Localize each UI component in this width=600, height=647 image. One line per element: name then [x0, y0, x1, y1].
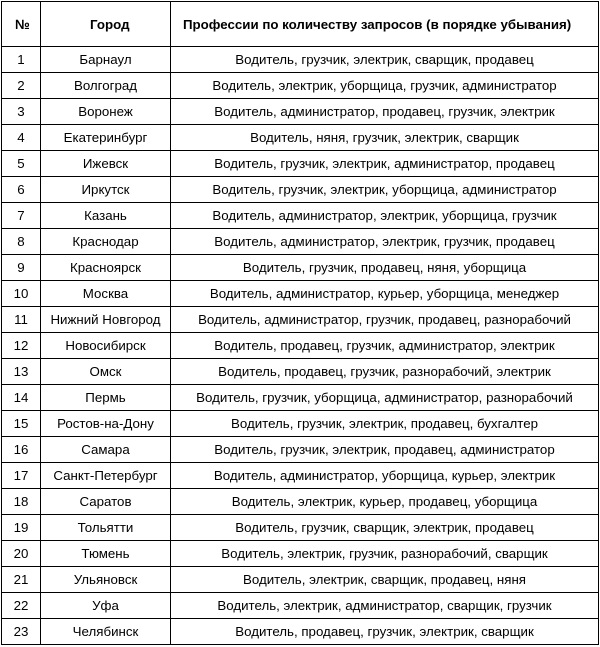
cell-professions: Водитель, продавец, грузчик, разнорабочий, электрик	[171, 359, 599, 385]
cell-num: 21	[2, 567, 41, 593]
cell-city: Уфа	[41, 593, 171, 619]
cell-professions: Водитель, грузчик, электрик, администратор, продавец	[171, 151, 599, 177]
cell-city: Нижний Новгород	[41, 307, 171, 333]
table-body	[2, 47, 599, 645]
header-city: Город	[41, 2, 171, 47]
cell-professions: Водитель, грузчик, продавец, няня, уборщица	[171, 255, 599, 281]
cell-city: Краснодар	[41, 229, 171, 255]
cell-professions: Водитель, продавец, грузчик, администратор, электрик	[171, 333, 599, 359]
cell-num: 10	[2, 281, 41, 307]
table-row	[2, 333, 599, 359]
cell-num: 12	[2, 333, 41, 359]
cell-num: 13	[2, 359, 41, 385]
table-row	[2, 307, 599, 333]
cell-city: Тюмень	[41, 541, 171, 567]
cell-professions: Водитель, грузчик, электрик, продавец, администратор	[171, 437, 599, 463]
cell-city: Казань	[41, 203, 171, 229]
cell-professions: Водитель, няня, грузчик, электрик, сварщик	[171, 125, 599, 151]
professions-table	[1, 1, 599, 645]
cell-num: 16	[2, 437, 41, 463]
cell-num: 3	[2, 99, 41, 125]
cell-city: Ижевск	[41, 151, 171, 177]
cell-professions: Водитель, администратор, грузчик, продавец, разнорабочий	[171, 307, 599, 333]
table-row	[2, 99, 599, 125]
cell-city: Ульяновск	[41, 567, 171, 593]
cell-num: 2	[2, 73, 41, 99]
cell-city: Барнаул	[41, 47, 171, 73]
cell-professions: Водитель, грузчик, уборщица, администратор, разнорабочий	[171, 385, 599, 411]
table-row	[2, 541, 599, 567]
cell-num: 14	[2, 385, 41, 411]
table-header-row	[2, 2, 599, 47]
table-row	[2, 463, 599, 489]
cell-num: 6	[2, 177, 41, 203]
table-row	[2, 281, 599, 307]
cell-num: 4	[2, 125, 41, 151]
header-num: №	[2, 2, 41, 47]
cell-city: Челябинск	[41, 619, 171, 645]
cell-professions: Водитель, грузчик, электрик, сварщик, продавец	[171, 47, 599, 73]
table-row	[2, 437, 599, 463]
cell-city: Воронеж	[41, 99, 171, 125]
cell-city: Омск	[41, 359, 171, 385]
cell-professions: Водитель, электрик, сварщик, продавец, няня	[171, 567, 599, 593]
cell-num: 15	[2, 411, 41, 437]
cell-city: Саратов	[41, 489, 171, 515]
cell-professions: Водитель, электрик, уборщица, грузчик, администратор	[171, 73, 599, 99]
table-row	[2, 359, 599, 385]
table-row	[2, 411, 599, 437]
cell-professions: Водитель, администратор, уборщица, курьер, электрик	[171, 463, 599, 489]
cell-num: 9	[2, 255, 41, 281]
cell-num: 5	[2, 151, 41, 177]
cell-city: Тольятти	[41, 515, 171, 541]
table-row	[2, 229, 599, 255]
table-row	[2, 619, 599, 645]
cell-city: Екатеринбург	[41, 125, 171, 151]
cell-professions: Водитель, продавец, грузчик, электрик, сварщик	[171, 619, 599, 645]
cell-num: 23	[2, 619, 41, 645]
cell-city: Санкт-Петербург	[41, 463, 171, 489]
table-row	[2, 47, 599, 73]
table-row	[2, 489, 599, 515]
cell-num: 19	[2, 515, 41, 541]
cell-professions: Водитель, администратор, электрик, уборщица, грузчик	[171, 203, 599, 229]
cell-city: Пермь	[41, 385, 171, 411]
table-row	[2, 255, 599, 281]
cell-num: 8	[2, 229, 41, 255]
table-row	[2, 177, 599, 203]
table-row	[2, 515, 599, 541]
cell-num: 17	[2, 463, 41, 489]
cell-city: Красноярск	[41, 255, 171, 281]
cell-professions: Водитель, администратор, электрик, грузчик, продавец	[171, 229, 599, 255]
cell-professions: Водитель, администратор, курьер, уборщица, менеджер	[171, 281, 599, 307]
table-row	[2, 125, 599, 151]
table-row	[2, 593, 599, 619]
cell-num: 7	[2, 203, 41, 229]
cell-num: 1	[2, 47, 41, 73]
cell-professions: Водитель, администратор, продавец, грузчик, электрик	[171, 99, 599, 125]
cell-city: Ростов-на-Дону	[41, 411, 171, 437]
cell-num: 20	[2, 541, 41, 567]
cell-professions: Водитель, грузчик, электрик, продавец, бухгалтер	[171, 411, 599, 437]
table-row	[2, 203, 599, 229]
cell-city: Волгоград	[41, 73, 171, 99]
cell-city: Иркутск	[41, 177, 171, 203]
table-row	[2, 151, 599, 177]
table-row	[2, 73, 599, 99]
table-row	[2, 385, 599, 411]
cell-num: 18	[2, 489, 41, 515]
cell-professions: Водитель, грузчик, сварщик, электрик, продавец	[171, 515, 599, 541]
header-professions: Профессии по количеству запросов (в порядке убывания)	[171, 2, 599, 47]
cell-professions: Водитель, электрик, администратор, сварщик, грузчик	[171, 593, 599, 619]
cell-professions: Водитель, электрик, курьер, продавец, уборщица	[171, 489, 599, 515]
cell-num: 22	[2, 593, 41, 619]
cell-city: Самара	[41, 437, 171, 463]
table-row	[2, 567, 599, 593]
cell-city: Москва	[41, 281, 171, 307]
cell-num: 11	[2, 307, 41, 333]
cell-professions: Водитель, грузчик, электрик, уборщица, администратор	[171, 177, 599, 203]
cell-city: Новосибирск	[41, 333, 171, 359]
cell-professions: Водитель, электрик, грузчик, разнорабочий, сварщик	[171, 541, 599, 567]
